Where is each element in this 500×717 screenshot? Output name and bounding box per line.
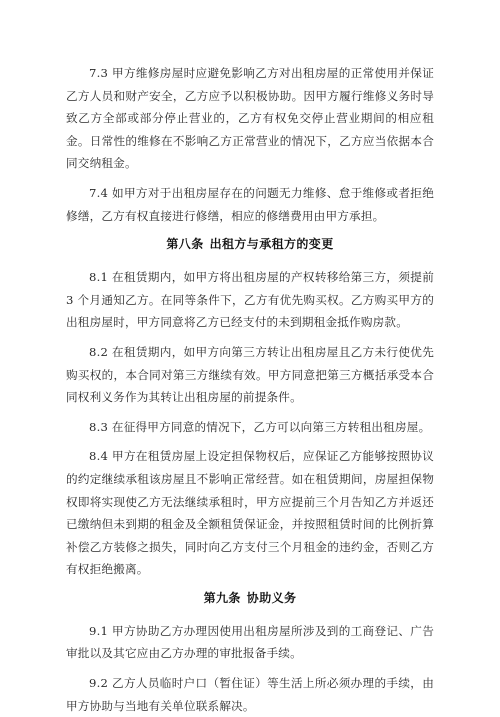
clause-8-1: 8.1 在租赁期内，如甲方将出租房屋的产权转移给第三方，须提前 3 个月通知乙方。在同等条件下，乙方有优先购买权。乙方购买甲方的出租房屋时，甲方同意将乙方已经支付的未到期租金抵作购房款。 xyxy=(66,270,434,330)
clause-8-2: 8.2 在租赁期内，如甲方向第三方转让出租房屋且乙方未行使优先购买权的，本合同对第三方继续有效。甲方同意把第三方概括承受本合同权利义务作为其转让出租房屋的前提条件。 xyxy=(66,344,434,405)
clause-9-1: 9.1 甲方协助乙方办理因使用出租房屋所涉及到的工商登记、广告审批以及其它应由乙方办理的审批报备手续。 xyxy=(66,623,434,661)
clause-7-3: 7.3 甲方维修房屋时应避免影响乙方对出租房屋的正常使用并保证乙方人员和财产安全，乙方应予以积极协助。因甲方履行维修义务时导致乙方全部或部分停止营业的，乙方有权免交停止营业期间的相应租金。日常性的维修在不影响乙方正常营业的情况下，乙方应当依据本合同交纳租金。 xyxy=(66,66,434,171)
article-9-heading xyxy=(66,589,434,606)
clause-8-3: 8.3 在征得甲方同意的情况下，乙方可以向第三方转租出租房屋。 xyxy=(89,419,431,434)
clause-7-4: 7.4 如甲方对于出租房屋存在的问题无力维修、怠于维修或者拒绝修缮，乙方有权直接进行修缮，相应的修缮费用由甲方承担。 xyxy=(66,185,434,223)
clause-8-4: 8.4 甲方在租赁房屋上设定担保物权后，应保证乙方能够按照协议的约定继续承租该房屋且不影响正常经营。如在租赁期间，房屋担保物权即将实现使乙方无法继续承租时，甲方应提前三个月告知乙方并返还已缴纳但未到期的租金及全额租赁保证金，并按照租赁时间的比例折算补偿乙方装修之损失，同时向乙方支付三个月租金的违约金，否则乙方有权拒绝搬离。 xyxy=(66,449,434,577)
article-8-number: 第八条 xyxy=(166,237,204,252)
clause-9-2: 9.2 乙方人员临时户口（暂住证）等生活上所必须办理的手续，由甲方协助与当地有关单位联系解决。 xyxy=(66,676,434,713)
article-8-heading xyxy=(66,235,434,252)
article-8-title: 出租方与承租方的变更 xyxy=(209,237,334,252)
article-9-title: 协助义务 xyxy=(246,590,297,605)
article-9-number: 第九条 xyxy=(203,590,241,605)
